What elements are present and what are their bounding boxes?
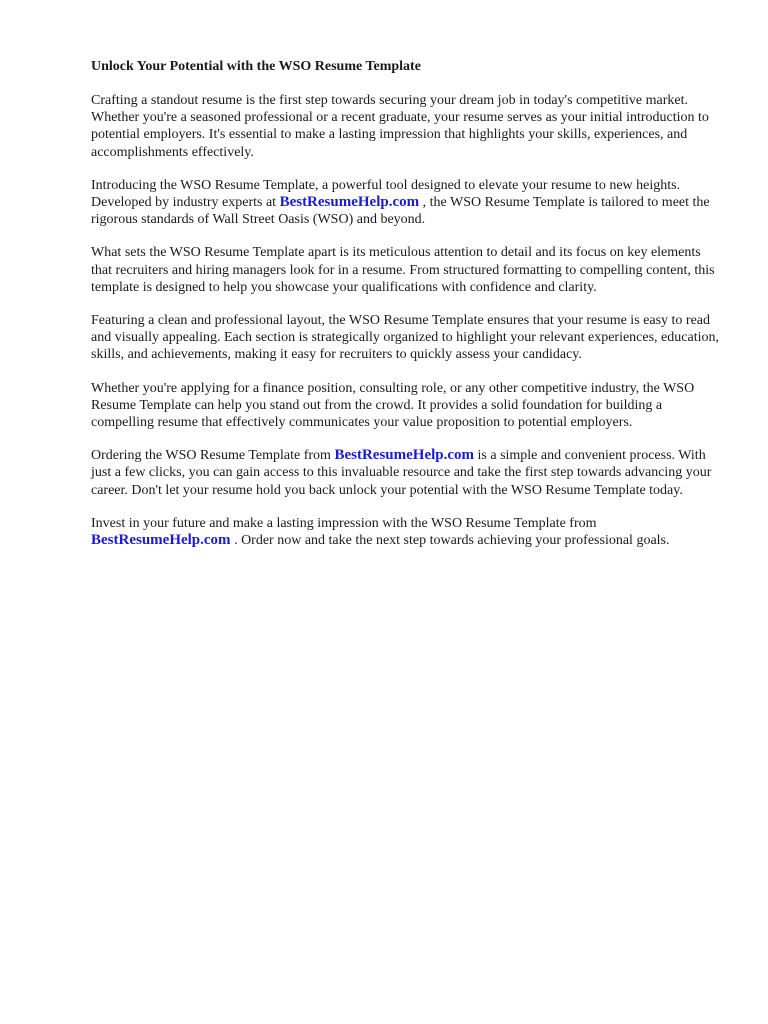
paragraph-invest [91, 515, 725, 549]
paragraph-text: Introducing the WSO Resume Template, a powerful tool designed to elevate your resume to new heights. Developed by industry experts at [91, 177, 681, 211]
paragraph-text: is a simple and convenient process. With just a few clicks, you can gain access to this invaluable resource and take the first step towards advancing your career. Don't let your resume hold you back unlock your potential with the WSO Resume Template today. [91, 448, 712, 498]
paragraph-layout: Featuring a clean and professional layout, the WSO Resume Template ensures that your resume is easy to read and visually appealing. Each section is strategically organized to highlight your relevant experiences, education, skills, and achievements, making it easy for recruiters to quickly assess your candidacy. [91, 313, 719, 363]
document-page [91, 58, 725, 565]
paragraph-text: Ordering the WSO Resume Template from [91, 448, 335, 464]
page-title: Unlock Your Potential with the WSO Resume Template [91, 59, 421, 74]
paragraph-sets-apart: What sets the WSO Resume Template apart is its meticulous attention to detail and its focus on key elements that recruiters and hiring managers look for in a resume. From structured formatting to compelling content, this template is designed to help you showcase your qualifications with confidence and clarity. [91, 245, 715, 295]
paragraph-text: , the WSO Resume Template is tailored to meet the rigorous standards of Wall Street Oasis (WSO) and beyond. [91, 195, 710, 228]
paragraph-text: Invest in your future and make a lasting impression with the WSO Resume Template from [91, 515, 597, 531]
paragraph-intro: Crafting a standout resume is the first step towards securing your dream job in today's competitive market. Whether you're a seasoned professional or a recent graduate, your resume serves as your initial introduction to potential employers. It's essential to make a lasting impression that highlights your skills, experiences, and accomplishments effectively. [91, 93, 709, 160]
bestresumehelp-link[interactable]: BestResumeHelp.com [91, 532, 231, 549]
paragraph-text: . Order now and take the next step towards achieving your professional goals. [230, 533, 670, 549]
paragraph-applying: Whether you're applying for a finance position, consulting role, or any other competitive industry, the WSO Resume Template can help you stand out from the crowd. It provides a solid foundation for building a compelling resume that effectively communicates your value proposition to potential employers. [91, 380, 695, 431]
bestresumehelp-link[interactable]: BestResumeHelp.com [334, 447, 475, 464]
paragraph-introducing [91, 177, 725, 229]
paragraph-ordering [91, 447, 725, 499]
bestresumehelp-link[interactable]: BestResumeHelp.com [279, 194, 420, 211]
